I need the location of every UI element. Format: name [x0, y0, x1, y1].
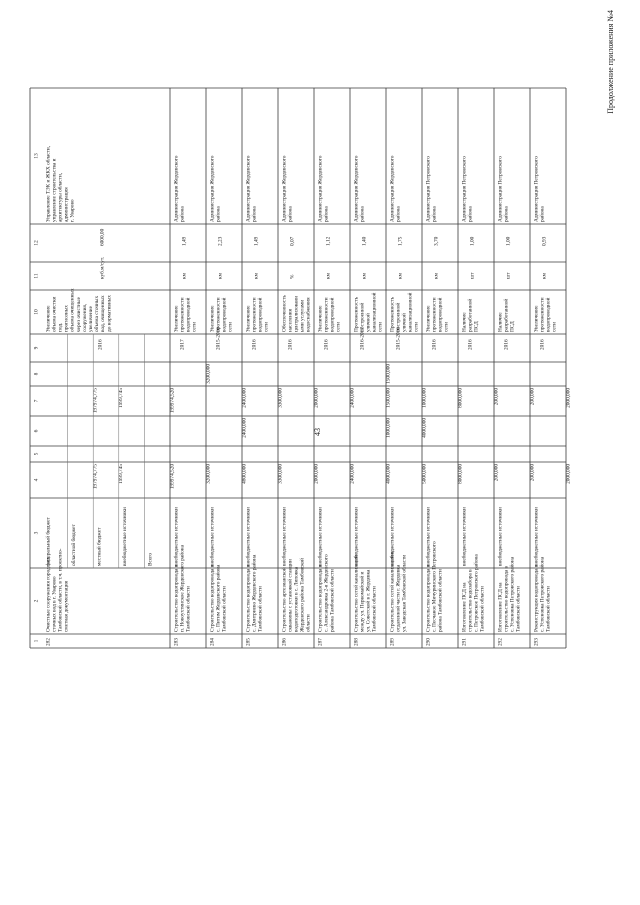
year-amount: 1000,000 — [385, 418, 392, 438]
period: 2016 — [467, 339, 474, 350]
total-amount: 1999,745 — [118, 464, 125, 484]
indicator: Увеличениепротяженностиводопроводнойсети — [317, 297, 342, 332]
unit: км — [325, 273, 332, 279]
unit: км — [181, 273, 188, 279]
funding-source: внебюджетные источники — [173, 507, 180, 566]
year-amount: 197974,775 — [92, 388, 99, 414]
total-amount: 3200,000 — [205, 464, 212, 484]
target-value: 1,12 — [325, 236, 332, 246]
target-value: 1,75 — [397, 236, 404, 246]
period: 2017 — [179, 339, 186, 350]
total-amount: 197974,775 — [92, 464, 99, 490]
period: 2016 — [431, 339, 438, 350]
period: 2015-2016 — [215, 327, 222, 350]
unit: шт — [505, 272, 512, 279]
funding-source: внебюджетные источники — [497, 507, 504, 566]
unit: км — [361, 273, 368, 279]
event-name: Реконструкция водопровода вс. Успеновка Петровского районаТамбовской области — [533, 556, 552, 632]
row-number: 286 — [281, 638, 288, 646]
total-amount: 199974,520 — [169, 464, 176, 490]
funding-source: федеральный бюджет — [45, 517, 52, 566]
year-amount: 1500,000 — [385, 388, 392, 408]
event-name: Строительство водопровода вс. Дмитриево Жердевского районаТамбовской области — [245, 554, 264, 632]
event-name: Строительство водопровода вс. Александровка 2-я Жердевскогорайона Тамбовской области — [317, 554, 336, 632]
funding-source: внебюджетные источники — [425, 507, 432, 566]
year-amount: 200,000 — [493, 388, 500, 406]
period: 2016 — [251, 339, 258, 350]
target-value: 1,00 — [469, 236, 476, 246]
funding-source: внебюджетные источники — [317, 507, 324, 566]
row-number: 287 — [317, 638, 324, 646]
event-name: Строительство сетей канализации вотдаленной части г. Жердевкаул. Заводская Тамбовской области — [389, 551, 408, 632]
column-number: 5 — [33, 452, 40, 456]
event-name: Строительство водопровода вп. Новоухтинское Жердевского районаТамбовской области — [173, 545, 192, 632]
column-number: 13 — [33, 153, 40, 159]
executor: Управление ТЭК и ЖКХ области,управление строительства иархитектуры области,администрацияг. Уварово — [45, 145, 76, 222]
event-name: Изготовление ПСД настроительство водопровода вс. Успеновка Петровского районаТамбовской области — [497, 556, 522, 632]
column-number: 1 — [33, 639, 40, 643]
executor: Администрация Жердевскогорайона — [389, 155, 402, 222]
total-amount: 4000,000 — [385, 464, 392, 484]
indicator: Увеличениеобъема очисткипод.прогнозныхобъема очищенныхчерез очистныесооружения,увеличениеобъема сточныхвод, очищенныхдо нормативных — [45, 288, 113, 332]
column-number: 8 — [33, 372, 40, 376]
unit: шт — [469, 272, 476, 279]
row-number: 293 — [533, 638, 540, 646]
period: 2016 — [503, 339, 510, 350]
row-number: 288 — [353, 638, 360, 646]
event-name: Строительство артезианскойскважины с установкой станцииводоподготовки в с. ЛиповкаЖердевского района Тамбовскойобласти — [281, 558, 312, 632]
year-amount: 200,000 — [529, 388, 536, 406]
column-number: 7 — [33, 399, 40, 403]
column-number: 3 — [33, 531, 40, 535]
year-amount: 199974,520 — [169, 388, 176, 414]
period: 2016 — [287, 339, 294, 350]
indicator: Увеличениепротяженностиводопроводнойсети — [425, 297, 450, 332]
target-value: 3,70 — [433, 236, 440, 246]
funding-source: внебюджетные источники — [281, 507, 288, 566]
funding-source: внебюджетные источники — [209, 507, 216, 566]
target-value: 1,49 — [181, 236, 188, 246]
period: 2016 — [97, 339, 104, 350]
event-name: Строительство водопровода вс. Питим Жердевского районаТамбовской области — [209, 564, 228, 632]
row-number: 282 — [45, 638, 52, 646]
year-amount: 2400,000 — [349, 388, 356, 408]
indicator: Увеличениепротяженностиводопроводнойсети — [209, 297, 234, 332]
total-amount: 2000,000 — [565, 464, 572, 484]
column-number: 11 — [33, 273, 40, 279]
year-amount: 2400,000 — [241, 418, 248, 438]
event-name: Строительство сетей канализациимежду ул. Первомайской иул. Советской в г. ЖердевкаТамбовской области — [353, 555, 378, 632]
row-number: 292 — [497, 638, 504, 646]
target-value: 0,93 — [541, 236, 548, 246]
executor: Администрация Жердевскогорайона — [353, 155, 366, 222]
target-value: 1,49 — [253, 236, 260, 246]
appendix-table — [30, 88, 571, 648]
period: 2015-2016 — [395, 327, 402, 350]
unit: % — [289, 274, 296, 279]
total-amount: 200,000 — [529, 464, 536, 482]
target-value: 6000,00 — [99, 228, 106, 246]
column-number: 12 — [33, 240, 40, 246]
total-amount: 4800,000 — [241, 464, 248, 484]
year-amount: 2000,000 — [313, 388, 320, 408]
unit: км — [541, 273, 548, 279]
target-value: 2,23 — [217, 236, 224, 246]
funding-source: внебюджетные источники — [461, 507, 468, 566]
page-number: 43 — [313, 428, 322, 436]
executor: Администрация Петровскогорайона — [533, 156, 546, 222]
column-number: 6 — [33, 429, 40, 433]
indicator: Увеличениепротяженностиводопроводнойсети — [245, 297, 270, 332]
total-amount: 5000,000 — [421, 464, 428, 484]
executor: Администрация Петровскогорайона — [497, 156, 510, 222]
executor: Администрация Петровскогорайона — [461, 156, 474, 222]
funding-source: внебюджетные источники — [389, 507, 396, 566]
unit: км — [433, 273, 440, 279]
period: 2016 — [323, 339, 330, 350]
funding-source: местный бюджет — [96, 527, 103, 566]
year-amount: 3300,000 — [277, 388, 284, 408]
total-amount: 2400,000 — [349, 464, 356, 484]
year-amount: 2400,000 — [241, 388, 248, 408]
indicator: Протяженностьпостроеннойуличнойканализационнойсети — [353, 292, 384, 332]
unit: куб.м/сут. — [99, 256, 106, 279]
row-number: 283 — [173, 638, 180, 646]
event-name: Строительство водопровода вс. Песчаное Мичуринского Петровскогорайона Тамбовской области — [425, 541, 444, 632]
total-amount: 8000,000 — [457, 464, 464, 484]
indicator: Увеличениепротяженностиводопроводнойсети — [533, 297, 558, 332]
funding-source: областной бюджет — [70, 524, 77, 566]
total-amount: 2000,000 — [313, 464, 320, 484]
executor: Администрация Жердевскогорайона — [245, 155, 258, 222]
row-number: 284 — [209, 638, 216, 646]
executor: Администрация Петровскогорайона — [425, 156, 438, 222]
column-number: 10 — [33, 309, 40, 315]
indicator: Увеличениепротяженностиводопроводнойсети — [173, 297, 198, 332]
row-number: 291 — [461, 638, 468, 646]
year-amount: 8000,000 — [457, 388, 464, 408]
total-amount: 3300,000 — [277, 464, 284, 484]
event-name: Очистные сооружения городскихсточных вод в г. УваровоТамбовской области, в т.ч. проектно-сметная документация — [45, 548, 70, 632]
column-number: 2 — [33, 599, 40, 603]
unit: км — [253, 273, 260, 279]
funding-source: внебюджетные источники — [353, 507, 360, 566]
indicator: НаличиеразработаннойПСД — [497, 298, 516, 332]
year-amount: 1500,000 — [385, 364, 392, 384]
period: 2016-2017 — [359, 327, 366, 350]
period: 2016 — [539, 339, 546, 350]
row-number: 290 — [425, 638, 432, 646]
event-name: Изготовление ПСД настроительство водозабора вс. Петровское Петровского районаТамбовской области — [461, 554, 486, 632]
year-amount: 3200,000 — [205, 364, 212, 384]
funding-source: Всего — [147, 553, 154, 566]
unit: км — [397, 273, 404, 279]
indicator: НаличиеразработаннойПСД — [461, 298, 480, 332]
indicator: Протяженностьпостроеннойуличнойканализационнойсети — [389, 292, 420, 332]
funding-source: внебюджетные источники — [245, 507, 252, 566]
row-number: 289 — [389, 638, 396, 646]
row-number: 285 — [245, 638, 252, 646]
executor: Администрация Жердевскогорайона — [209, 155, 222, 222]
year-amount: 4000,000 — [421, 418, 428, 438]
target-value: 0,07 — [289, 236, 296, 246]
funding-source: внебюджетные источники — [533, 507, 540, 566]
executor: Администрация Жердевскогорайона — [173, 155, 186, 222]
executor: Администрация Жердевскогорайона — [317, 155, 330, 222]
indicator: Обеспеченностьнаселенияцентрализованными услугамиводоснабжения — [281, 295, 312, 332]
year-amount: 1999,745 — [118, 388, 125, 408]
total-amount: 200,000 — [493, 464, 500, 482]
year-amount: 1000,000 — [421, 388, 428, 408]
continuation-title: Продолжение приложения №4 — [606, 10, 615, 114]
target-value: 1,00 — [505, 236, 512, 246]
year-amount: 2000,000 — [565, 388, 572, 408]
target-value: 1,40 — [361, 236, 368, 246]
executor: Администрация Жердевскогорайона — [281, 155, 294, 222]
column-number: 9 — [33, 346, 40, 350]
column-number: 4 — [33, 478, 40, 482]
unit: км — [217, 273, 224, 279]
funding-source: внебюджетные источники — [122, 507, 129, 566]
